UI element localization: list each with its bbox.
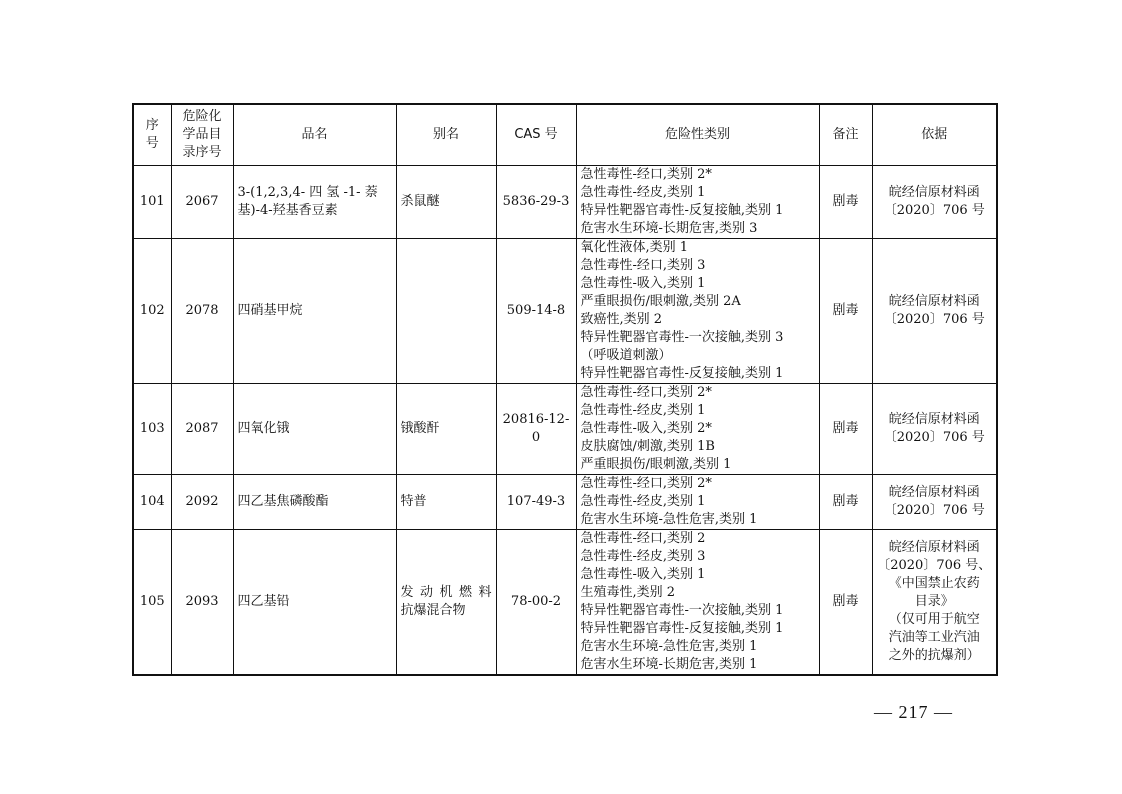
cell-hazard-class-line: 特异性靶器官毒性-一次接触,类别 3 — [580, 330, 784, 345]
cell-cas: 78-00-2 — [496, 530, 576, 676]
cell-alias-line: 抗爆混合物 — [400, 603, 466, 618]
cell-basis-line: 皖经信原材料函 — [888, 540, 980, 555]
cell-basis-line: 皖经信原材料函 — [888, 485, 980, 500]
cell-hazard-class-line: 氧化性液体,类别 1 — [580, 240, 689, 255]
cell-hazard-class-line: 急性毒性-经口,类别 2* — [580, 167, 712, 182]
table-body — [133, 166, 997, 676]
cell-basis-line: 〔2020〕706 号、 — [877, 558, 992, 573]
cell-seq: 101 — [133, 166, 171, 239]
cell-basis-line: （仅可用于航空 — [888, 612, 980, 627]
cell-hazard-class-line: 严重眼损伤/眼刺激,类别 1 — [580, 457, 732, 472]
cell-hazard-class-line: 急性毒性-经口,类别 2 — [580, 531, 706, 546]
cell-basis-line: 目录》 — [914, 594, 954, 609]
cell-hazard-class-line: 特异性靶器官毒性-反复接触,类别 1 — [580, 621, 784, 636]
cell-alias — [396, 530, 496, 676]
cell-basis-line: 〔2020〕706 号 — [883, 312, 985, 327]
cell-hazard-class — [576, 384, 819, 475]
cell-basis-line: 〔2020〕706 号 — [883, 503, 985, 518]
cell-seq: 104 — [133, 475, 171, 530]
header-alias: 别名 — [396, 104, 496, 166]
cell-basis-line: 皖经信原材料函 — [888, 412, 980, 427]
cell-remark: 剧毒 — [819, 384, 872, 475]
table-row — [133, 166, 997, 239]
cell-name — [233, 384, 396, 475]
cell-hazard-class-line: 急性毒性-经口,类别 3 — [580, 258, 706, 273]
cell-basis-line: 之外的抗爆剂） — [888, 648, 980, 663]
cell-hazard-class — [576, 239, 819, 384]
cell-catalog-number: 2092 — [171, 475, 233, 530]
cell-hazard-class-line: 急性毒性-吸入,类别 1 — [580, 567, 706, 582]
cell-hazard-class-line: 特异性靶器官毒性-一次接触,类别 1 — [580, 603, 784, 618]
cell-hazard-class — [576, 530, 819, 676]
cell-hazard-class-line: 危害水生环境-长期危害,类别 1 — [580, 657, 758, 672]
cell-seq: 105 — [133, 530, 171, 676]
cell-basis-line: 〔2020〕706 号 — [883, 203, 985, 218]
cell-basis — [872, 166, 997, 239]
table-row — [133, 475, 997, 530]
cell-hazard-class-line: 特异性靶器官毒性-反复接触,类别 1 — [580, 366, 784, 381]
cell-alias-line: 锇酸酐 — [400, 421, 440, 436]
cell-basis — [872, 239, 997, 384]
cell-cas: 107-49-3 — [496, 475, 576, 530]
header-seq: 序 号 — [133, 104, 171, 166]
cell-name-line: 四氧化锇 — [237, 421, 290, 436]
cell-remark: 剧毒 — [819, 239, 872, 384]
cell-hazard-class-line: 危害水生环境-长期危害,类别 3 — [580, 221, 758, 236]
cell-catalog-number: 2067 — [171, 166, 233, 239]
cell-remark: 剧毒 — [819, 475, 872, 530]
page-number: — 217 — — [874, 702, 953, 722]
cell-basis — [872, 475, 997, 530]
header-remark: 备注 — [819, 104, 872, 166]
cell-basis-line: 〔2020〕706 号 — [883, 430, 985, 445]
cell-hazard-class — [576, 166, 819, 239]
cell-hazard-class-line: 生殖毒性,类别 2 — [580, 585, 676, 600]
cell-catalog-number: 2087 — [171, 384, 233, 475]
cell-hazard-class-line: 急性毒性-经皮,类别 1 — [580, 185, 706, 200]
cell-basis — [872, 530, 997, 676]
cell-catalog-number: 2078 — [171, 239, 233, 384]
cell-remark: 剧毒 — [819, 166, 872, 239]
cell-hazard-class-line: 急性毒性-吸入,类别 2* — [580, 421, 712, 436]
table-header-row — [133, 104, 997, 166]
header-name: 品名 — [233, 104, 396, 166]
cell-alias — [396, 384, 496, 475]
cell-alias — [396, 239, 496, 384]
cell-hazard-class-line: 急性毒性-经皮,类别 1 — [580, 403, 706, 418]
header-basis: 依据 — [872, 104, 997, 166]
cell-catalog-number: 2093 — [171, 530, 233, 676]
cell-remark: 剧毒 — [819, 530, 872, 676]
cell-name-line: 四乙基铅 — [237, 594, 290, 609]
cell-alias-line: 发 动 机 燃 料 — [400, 585, 492, 600]
cell-hazard-class — [576, 475, 819, 530]
cell-hazard-class-line: 急性毒性-经皮,类别 3 — [580, 549, 706, 564]
cell-hazard-class-line: 急性毒性-吸入,类别 1 — [580, 276, 706, 291]
cell-name-line: 四硝基甲烷 — [237, 303, 303, 318]
cell-basis-line: 皖经信原材料函 — [888, 185, 980, 200]
table-row — [133, 384, 997, 475]
table-row — [133, 239, 997, 384]
header-cas: CAS 号 — [496, 104, 576, 166]
cell-hazard-class-line: （呼吸道刺激） — [580, 348, 672, 363]
cell-alias — [396, 475, 496, 530]
cell-name-line: 3-(1,2,3,4- 四 氢 -1- 萘 — [237, 185, 378, 200]
cell-basis-line: 皖经信原材料函 — [888, 294, 980, 309]
cell-cas: 509-14-8 — [496, 239, 576, 384]
cell-cas: 5836-29-3 — [496, 166, 576, 239]
cell-hazard-class-line: 严重眼损伤/眼刺激,类别 2A — [580, 294, 741, 309]
cell-hazard-class-line: 急性毒性-经口,类别 2* — [580, 476, 712, 491]
cell-hazard-class-line: 特异性靶器官毒性-反复接触,类别 1 — [580, 203, 784, 218]
header-catalog-number: 危险化 学品目 录序号 — [171, 104, 233, 166]
cell-hazard-class-line: 急性毒性-经皮,类别 1 — [580, 494, 706, 509]
cell-basis — [872, 384, 997, 475]
cell-hazard-class-line: 危害水生环境-急性危害,类别 1 — [580, 512, 758, 527]
cell-name — [233, 475, 396, 530]
cell-name-line: 四乙基焦磷酸酯 — [237, 494, 329, 509]
cell-name — [233, 239, 396, 384]
cell-name — [233, 166, 396, 239]
cell-seq: 102 — [133, 239, 171, 384]
cell-hazard-class-line: 致癌性,类别 2 — [580, 312, 663, 327]
header-hazard-class: 危险性类别 — [576, 104, 819, 166]
cell-alias-line: 特普 — [400, 494, 427, 509]
cell-alias — [396, 166, 496, 239]
cell-cas: 20816-12-0 — [496, 384, 576, 475]
cell-basis-line: 汽油等工业汽油 — [888, 630, 980, 645]
cell-alias-line: 杀鼠醚 — [400, 194, 440, 209]
cell-hazard-class-line: 危害水生环境-急性危害,类别 1 — [580, 639, 758, 654]
cell-hazard-class-line: 皮肤腐蚀/刺激,类别 1B — [580, 439, 715, 454]
cell-basis-line: 《中国禁止农药 — [888, 576, 980, 591]
cell-name-line: 基)-4-羟基香豆素 — [237, 203, 338, 218]
table-row — [133, 530, 997, 676]
cell-hazard-class-line: 急性毒性-经口,类别 2* — [580, 385, 712, 400]
hazardous-chemicals-table — [132, 103, 998, 676]
cell-name — [233, 530, 396, 676]
cell-seq: 103 — [133, 384, 171, 475]
